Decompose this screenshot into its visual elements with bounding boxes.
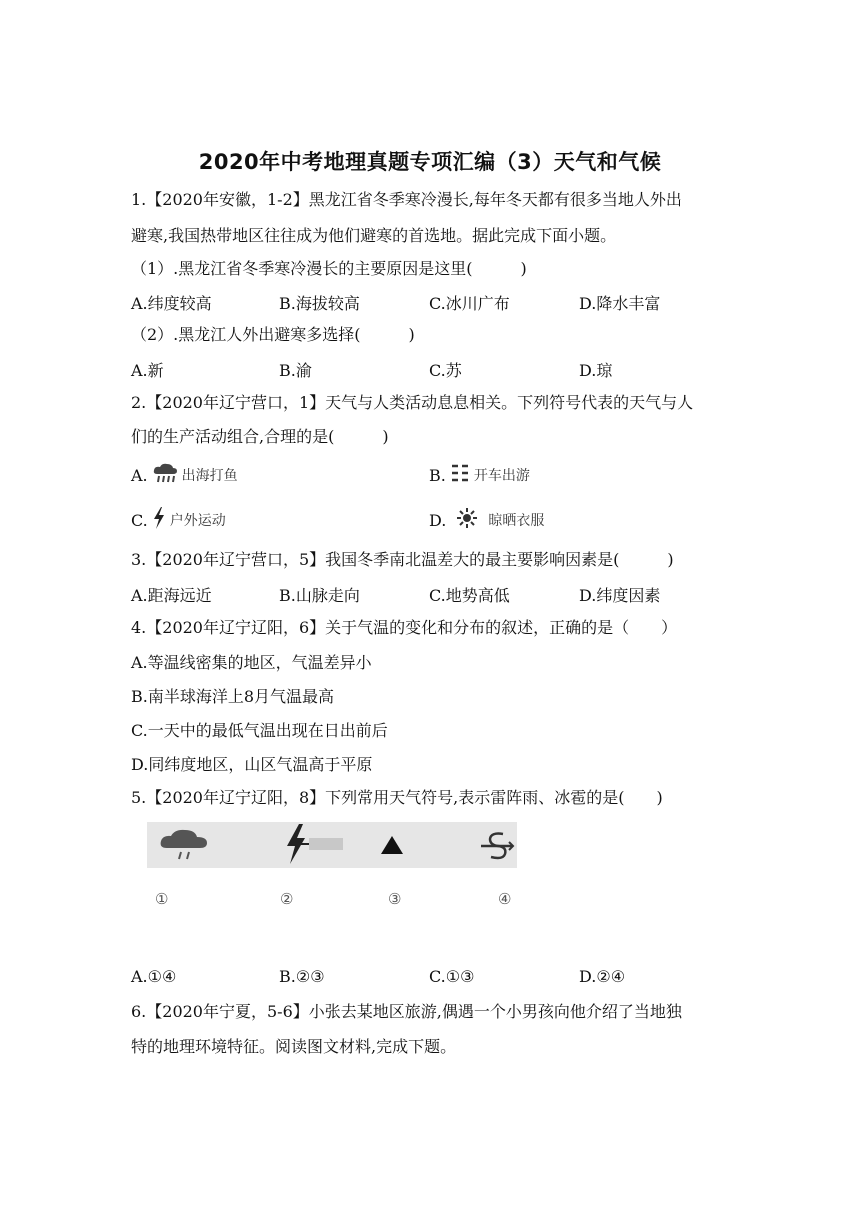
option-label: A.: [131, 465, 148, 485]
option-b[interactable]: B.渝: [279, 361, 312, 380]
option-b[interactable]: B.山脉走向: [279, 586, 360, 605]
option-a[interactable]: A.纬度较高: [131, 294, 212, 313]
q4-stem: 4.【2020年辽宁辽阳，6】关于气温的变化和分布的叙述，正确的是（ ）: [131, 618, 678, 637]
symbol-number-1: ①: [155, 890, 169, 908]
hail-triangle-icon: [377, 832, 407, 858]
option-b[interactable]: B.②③: [279, 967, 325, 986]
symbol-number-2: ②: [280, 890, 294, 908]
q1-sub2: （2）.黑龙江人外出避寒多选择( ): [131, 325, 415, 344]
q4-option-c[interactable]: C.一天中的最低气温出现在日出前后: [131, 721, 388, 740]
symbol-number-4: ④: [498, 890, 512, 908]
rain-cloud-icon: [152, 462, 178, 488]
q2-stem-line1: 2.【2020年辽宁营口，1】天气与人类活动息息相关。下列符号代表的天气与人: [131, 393, 694, 412]
q3-stem: 3.【2020年辽宁营口，5】我国冬季南北温差大的最主要影响因素是( ): [131, 550, 674, 569]
q1-stem-line1: 1.【2020年安徽，1-2】黑龙江省冬季寒冷漫长,每年冬天都有很多当地人外出: [131, 190, 682, 209]
weather-symbols-figure: [147, 822, 517, 868]
option-a[interactable]: A.距海远近: [131, 586, 212, 605]
q1-sub1-options: [131, 291, 731, 313]
q6-stem-line1: 6.【2020年宁夏，5-6】小张去某地区旅游,偶遇一个小男孩向他介绍了当地独: [131, 1002, 682, 1021]
symbol-number-3: ③: [388, 890, 402, 908]
option-a[interactable]: A.①④: [131, 967, 177, 986]
option-d[interactable]: D.②④: [579, 967, 626, 986]
option-d[interactable]: D.降水丰富: [579, 294, 661, 313]
option-c[interactable]: [131, 507, 226, 533]
q1-stem-line2: 避寒,我国热带地区往往成为他们避寒的首选地。据此完成下面小题。: [131, 226, 617, 245]
option-b[interactable]: B.海拔较高: [279, 294, 360, 313]
page-title: 2020年中考地理真题专项汇编（3）天气和气候: [198, 150, 662, 174]
q2-options-row2: [131, 507, 691, 537]
sun-icon: [456, 507, 478, 533]
q2-stem-line2: 们的生产活动组合,合理的是( ): [131, 427, 389, 446]
q4-option-d[interactable]: D.同纬度地区，山区气温高于平原: [131, 755, 373, 774]
q1-sub2-options: [131, 358, 731, 380]
activity-text: 开车出游: [473, 468, 530, 484]
q5-stem: 5.【2020年辽宁辽阳，8】下列常用天气符号,表示雷阵雨、冰雹的是( ): [131, 788, 663, 807]
lightning-icon: [279, 822, 349, 866]
q1-sub1: （1）.黑龙江省冬季寒冷漫长的主要原因是这里( ): [131, 259, 527, 278]
option-c[interactable]: C.苏: [429, 361, 462, 380]
option-c[interactable]: C.①③: [429, 967, 475, 986]
option-b[interactable]: [429, 462, 530, 488]
option-c[interactable]: C.地势高低: [429, 586, 510, 605]
q5-options: [131, 967, 731, 989]
option-label: C.: [131, 510, 148, 530]
option-c[interactable]: C.冰川广布: [429, 294, 510, 313]
option-d[interactable]: [429, 507, 544, 533]
q2-options-row1: [131, 462, 691, 492]
option-d[interactable]: D.琼: [579, 361, 613, 380]
q4-option-b[interactable]: B.南半球海洋上8月气温最高: [131, 687, 335, 706]
lightning-icon: [152, 507, 166, 533]
sandstorm-icon: [477, 828, 517, 864]
activity-text: 出海打鱼: [181, 468, 238, 484]
q4-option-a[interactable]: A.等温线密集的地区，气温差异小: [131, 653, 372, 672]
option-d[interactable]: D.纬度因素: [579, 586, 661, 605]
q3-options: [131, 583, 731, 605]
fog-icon: [450, 462, 470, 488]
activity-text: 晾晒衣服: [488, 513, 545, 529]
activity-text: 户外运动: [169, 513, 226, 529]
q6-stem-line2: 特的地理环境特征。阅读图文材料,完成下题。: [131, 1037, 457, 1056]
option-label: D.: [429, 510, 447, 530]
option-a[interactable]: [131, 462, 238, 488]
option-a[interactable]: A.新: [131, 361, 164, 380]
rain-cloud-icon: [157, 828, 213, 864]
option-label: B.: [429, 465, 446, 485]
